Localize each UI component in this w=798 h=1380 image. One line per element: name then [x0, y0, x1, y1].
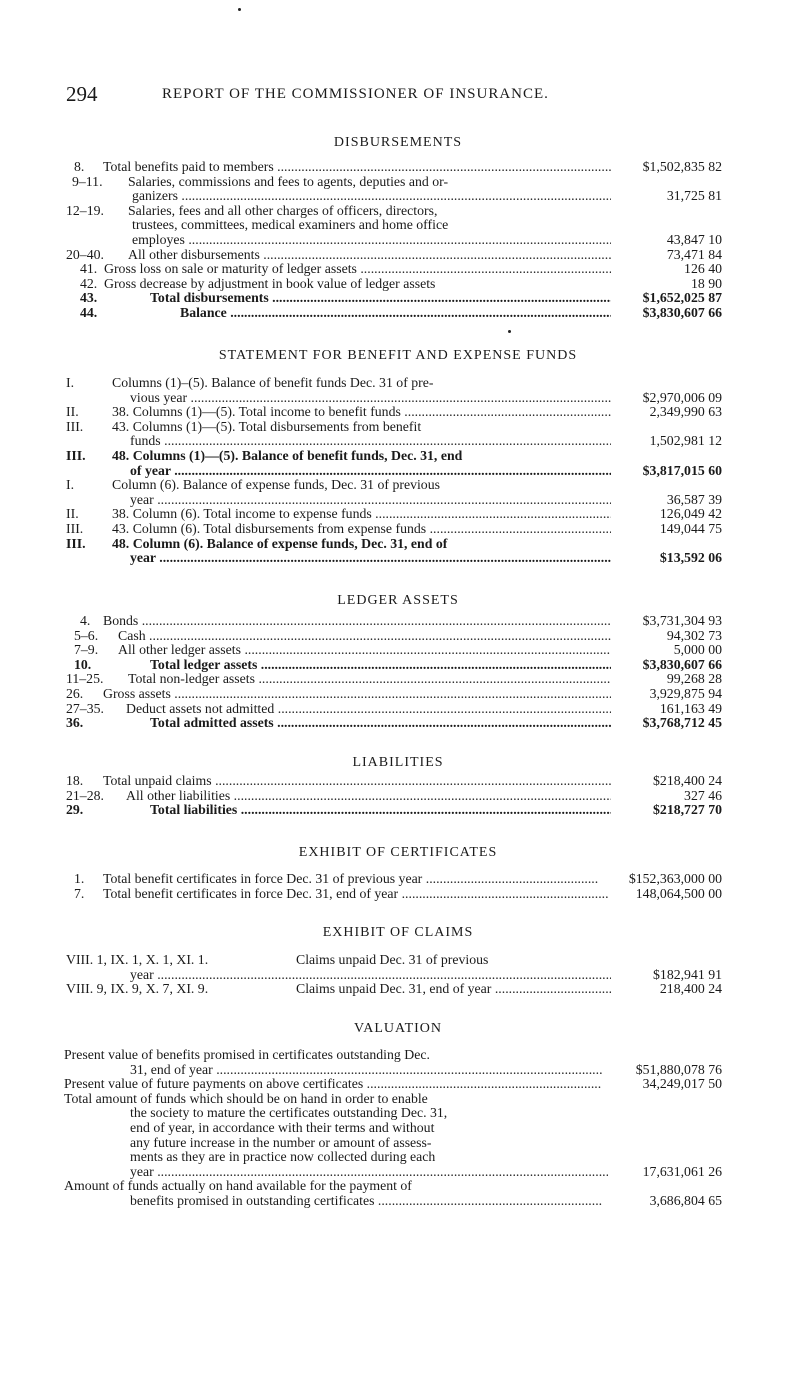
fund-row	[0, 522, 798, 537]
row-amount: $3,768,712 45	[642, 715, 722, 731]
asset-row	[0, 629, 798, 644]
line-number: 27–35.	[66, 700, 104, 716]
valuation-row	[0, 1077, 798, 1092]
row-label-cont: employes .....	[132, 233, 611, 248]
line-number: II.	[66, 404, 79, 420]
row-label-cont: ganizers .....	[132, 189, 611, 204]
row-label: Claims unpaid Dec. 31 of previous	[296, 953, 489, 967]
fund-row	[0, 420, 798, 435]
line-number: 41.	[80, 261, 98, 277]
valuation-row-cont	[0, 1106, 798, 1121]
row-label: All other disbursements .....	[128, 248, 611, 263]
running-title: REPORT OF THE COMMISSIONER OF INSURANCE.	[162, 86, 549, 102]
row-amount: $2,970,006 09	[642, 389, 722, 405]
row-label: Cash .....	[118, 629, 611, 644]
line-number: 8.	[74, 159, 85, 174]
line-number: 11–25.	[66, 671, 104, 687]
row-amount: $3,731,304 93	[642, 613, 722, 628]
row-amount: 36,587 39	[666, 491, 722, 507]
row-amount: 126 40	[684, 261, 722, 277]
row-label: Balance .....	[180, 306, 611, 321]
valuation-row	[0, 1092, 798, 1107]
disbursement-row	[0, 277, 798, 292]
fund-row	[0, 507, 798, 522]
disbursement-row	[0, 160, 798, 175]
funds-title: STATEMENT FOR BENEFIT AND EXPENSE FUNDS	[218, 348, 578, 363]
funds-table	[0, 376, 798, 566]
row-label-cont: vious year .....	[130, 391, 611, 406]
asset-row	[0, 702, 798, 717]
disbursement-row-cont	[0, 189, 798, 204]
asset-row	[0, 672, 798, 687]
row-amount: $218,400 24	[653, 773, 722, 788]
row-amount: $152,363,000 00	[628, 871, 722, 886]
line-number: VIII. 9, IX. 9, X. 7, XI. 9.	[66, 981, 209, 997]
line-number: 26.	[66, 685, 84, 701]
row-label: Amount of funds actually on hand available for the payment of	[64, 1179, 412, 1194]
row-amount: $51,880,078 76	[635, 1061, 722, 1077]
line-number: I.	[66, 477, 75, 493]
row-amount: $1,652,025 87	[642, 290, 722, 306]
row-label: Total unpaid claims .....	[103, 774, 611, 789]
fund-balance-row	[0, 537, 798, 552]
line-number: 7.	[74, 885, 85, 901]
row-label: Present value of benefits promised in certificates outstanding Dec.	[64, 1048, 430, 1062]
row-label: Total benefit certificates in force Dec. 31 of previous year .....	[103, 872, 599, 887]
claims-title: EXHIBIT OF CLAIMS	[322, 925, 474, 940]
row-label: All other ledger assets .....	[118, 643, 611, 658]
row-label-cont: 31, end of year .....	[130, 1063, 602, 1078]
valuation-title: VALUATION	[353, 1021, 443, 1036]
fund-row	[0, 478, 798, 493]
row-amount: $13,592 06	[659, 550, 722, 566]
liabilities-table	[0, 774, 798, 818]
line-number: 43.	[80, 290, 98, 306]
row-label-cont: end of year, in accordance with their terms and without	[130, 1120, 435, 1135]
row-label: Total ledger assets .....	[150, 658, 611, 673]
disbursements-table	[0, 160, 798, 321]
ledger-assets-table	[0, 614, 798, 731]
certificates-table	[0, 872, 798, 901]
line-number: 21–28.	[66, 787, 104, 803]
line-number: III.	[66, 535, 86, 551]
row-amount: 99,268 28	[666, 671, 722, 687]
fund-row-cont	[0, 493, 798, 508]
row-label: Total disbursements .....	[150, 291, 611, 306]
row-label-cont: benefits promised in outstanding certificates .....	[130, 1194, 602, 1209]
line-number: 20–40.	[66, 246, 104, 262]
row-label: 43. Column (6). Total disbursements from expense funds .....	[112, 522, 611, 537]
row-amount: 73,471 84	[666, 246, 722, 262]
disbursement-row	[0, 262, 798, 277]
row-amount: 327 46	[684, 787, 722, 803]
row-amount: $3,830,607 66	[642, 656, 722, 672]
row-amount: 2,349,990 63	[649, 404, 722, 420]
row-label: All other liabilities .....	[126, 789, 611, 804]
row-label: Bonds .....	[103, 614, 611, 629]
claim-row	[0, 953, 798, 968]
line-number: III.	[66, 447, 86, 463]
row-label-cont: year .....	[130, 1165, 608, 1180]
valuation-row-cont	[0, 1063, 798, 1078]
fund-balance-row-cont	[0, 551, 798, 566]
row-label-cont: funds .....	[130, 434, 611, 449]
asset-total-row	[0, 716, 798, 731]
row-label: Total liabilities .....	[150, 803, 611, 818]
row-label-cont: of year .....	[130, 464, 611, 479]
line-number: 29.	[66, 802, 84, 818]
disbursement-row-cont	[0, 218, 798, 233]
row-amount: 43,847 10	[666, 231, 722, 247]
row-label-cont: the society to mature the certificates outstanding Dec. 31,	[130, 1106, 448, 1121]
disbursement-row	[0, 204, 798, 219]
row-label: Gross loss on sale or maturity of ledger assets .....	[104, 262, 611, 277]
row-label: 38. Column (6). Total income to expense funds .....	[112, 507, 611, 522]
row-label: Deduct assets not admitted .....	[126, 702, 611, 717]
row-label: 48. Column (6). Balance of expense funds, Dec. 31, end of	[112, 536, 448, 551]
line-number: III.	[66, 418, 84, 434]
fund-row	[0, 376, 798, 391]
line-number: 12–19.	[66, 202, 104, 218]
row-amount: 17,631,061 26	[642, 1163, 722, 1179]
row-amount: 148,064,500 00	[635, 885, 722, 901]
certificate-row	[0, 872, 798, 887]
row-label-cont: year .....	[130, 551, 611, 566]
row-label: 48. Columns (1)—(5). Balance of benefit funds, Dec. 31, end	[112, 448, 463, 463]
print-speck	[238, 8, 241, 11]
print-speck	[508, 330, 511, 333]
valuation-row	[0, 1179, 798, 1194]
asset-row	[0, 614, 798, 629]
row-amount: $3,817,015 60	[642, 462, 722, 478]
row-label: Salaries, fees and all other charges of officers, directors,	[128, 203, 438, 218]
row-label: Claims unpaid Dec. 31, end of year .....	[296, 982, 611, 997]
row-label-cont: year .....	[130, 493, 611, 508]
row-label: Total non-ledger assets .....	[128, 672, 611, 687]
row-amount: 34,249,017 50	[642, 1076, 722, 1092]
liability-row	[0, 789, 798, 804]
certificates-title: EXHIBIT OF CERTIFICATES	[298, 845, 498, 860]
fund-row	[0, 405, 798, 420]
row-amount: 218,400 24	[659, 981, 722, 997]
certificate-row	[0, 887, 798, 902]
line-number: 42.	[80, 275, 98, 291]
row-label: Total benefits paid to members .....	[103, 160, 611, 175]
asset-row	[0, 643, 798, 658]
row-label-cont: ments as they are in practice now collected during each	[130, 1150, 436, 1165]
row-amount: $218,727 70	[653, 802, 722, 818]
row-label: Present value of future payments on above certificates .....	[64, 1077, 602, 1092]
line-number: VIII. 1, IX. 1, X. 1, XI. 1.	[66, 952, 209, 967]
valuation-row-cont	[0, 1136, 798, 1151]
line-number: 9–11.	[72, 173, 103, 189]
line-number: III.	[66, 520, 84, 536]
row-label: Gross assets .....	[103, 687, 611, 702]
asset-row	[0, 687, 798, 702]
claim-row	[0, 982, 798, 997]
liability-total-row	[0, 803, 798, 818]
row-label: 43. Columns (1)—(5). Total disbursements from benefit	[112, 419, 422, 434]
row-label: Total amount of funds which should be on hand in order to enable	[64, 1091, 428, 1106]
ledger-assets-title: LEDGER ASSETS	[337, 593, 459, 608]
row-label: 38. Columns (1)—(5). Total income to benefit funds .....	[112, 405, 611, 420]
row-amount: 3,686,804 65	[649, 1192, 722, 1208]
row-label: Columns (1)–(5). Balance of benefit funds Dec. 31 of pre-	[112, 376, 434, 390]
page-header	[66, 82, 730, 108]
row-amount: 5,000 00	[673, 642, 722, 658]
valuation-row-cont	[0, 1165, 798, 1180]
line-number: 7–9.	[74, 642, 99, 658]
row-amount: $1,502,835 82	[642, 159, 722, 174]
row-amount: 149,044 75	[659, 520, 722, 536]
row-amount: 94,302 73	[666, 627, 722, 643]
line-number: 10.	[74, 656, 92, 672]
row-label: Gross decrease by adjustment in book value of ledger assets	[104, 276, 436, 291]
row-amount: 31,725 81	[666, 188, 722, 204]
row-label-cont: any future increase in the number or amount of assess-	[130, 1135, 432, 1150]
row-label: Total benefit certificates in force Dec. 31, end of year .....	[103, 887, 608, 902]
disbursement-row-cont	[0, 233, 798, 248]
valuation-row-cont	[0, 1194, 798, 1209]
valuation-table	[0, 1048, 798, 1209]
line-number: 18.	[66, 773, 84, 788]
line-number: II.	[66, 506, 79, 522]
row-amount: 126,049 42	[659, 506, 722, 522]
line-number: I.	[66, 375, 75, 390]
valuation-row-cont	[0, 1150, 798, 1165]
row-label-cont: trustees, committees, medical examiners and home office	[132, 218, 449, 233]
row-label-cont: year .....	[130, 968, 611, 983]
asset-total-row	[0, 658, 798, 673]
fund-balance-row-cont	[0, 464, 798, 479]
line-number: 1.	[74, 871, 85, 886]
row-amount: 161,163 49	[659, 700, 722, 716]
disbursements-title: DISBURSEMENTS	[333, 135, 463, 150]
fund-row-cont	[0, 391, 798, 406]
disbursement-row	[0, 248, 798, 263]
valuation-row-cont	[0, 1121, 798, 1136]
line-number: 5–6.	[74, 627, 99, 643]
row-label: Salaries, commissions and fees to agents, deputies and or-	[128, 174, 449, 189]
claims-table	[0, 953, 798, 997]
line-number: 44.	[80, 304, 98, 320]
disbursement-row	[0, 175, 798, 190]
claim-row-cont	[0, 968, 798, 983]
row-amount: $182,941 91	[653, 966, 722, 982]
liabilities-title: LIABILITIES	[352, 755, 444, 770]
row-amount: 18 90	[690, 275, 722, 291]
disbursement-total-row	[0, 291, 798, 306]
row-label: Column (6). Balance of expense funds, Dec. 31 of previous	[112, 478, 440, 493]
liability-row	[0, 774, 798, 789]
line-number: 4.	[80, 613, 91, 628]
line-number: 36.	[66, 715, 84, 731]
fund-row-cont	[0, 434, 798, 449]
row-label: Total admitted assets .....	[150, 716, 611, 731]
row-amount: 1,502,981 12	[649, 433, 722, 449]
row-amount: $3,830,607 66	[642, 304, 722, 320]
page-number: 294	[66, 82, 98, 106]
row-amount: 3,929,875 94	[649, 685, 722, 701]
disbursement-balance-row	[0, 306, 798, 321]
valuation-row	[0, 1048, 798, 1063]
fund-balance-row	[0, 449, 798, 464]
